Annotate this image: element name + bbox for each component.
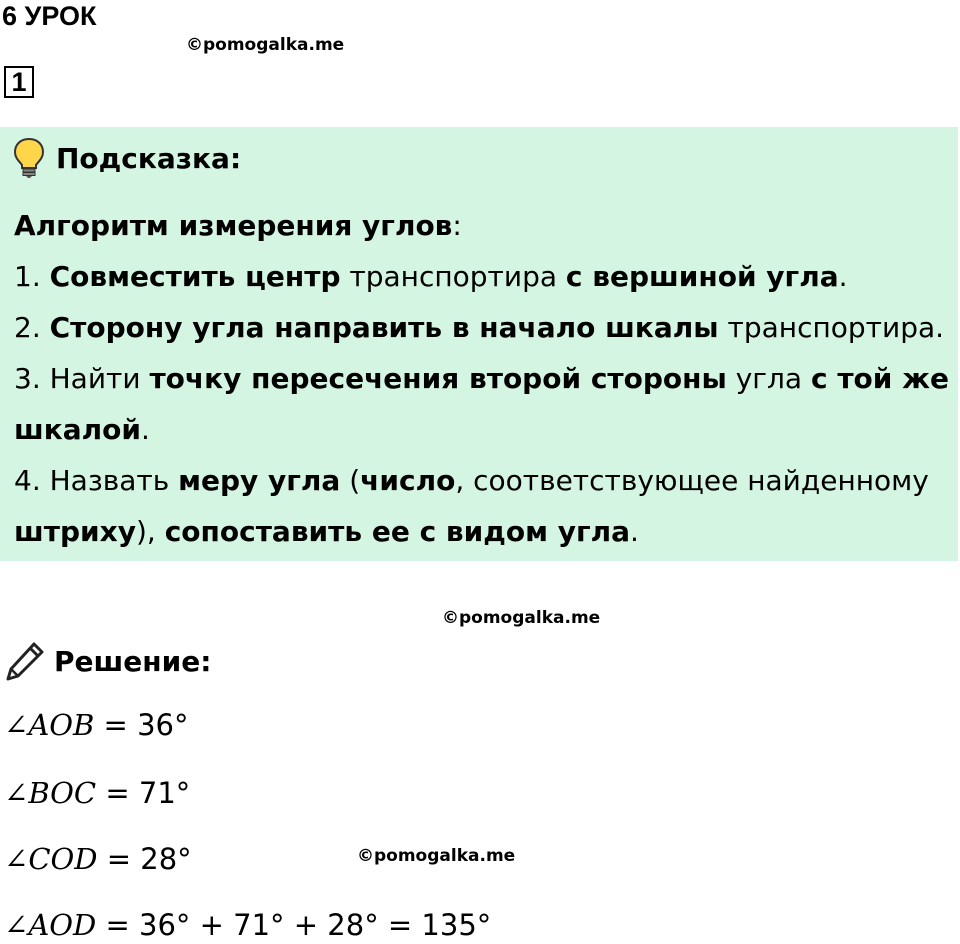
lightbulb-icon	[12, 137, 46, 179]
hint-body	[14, 200, 954, 557]
watermark: ©pomogalka.me	[442, 608, 601, 628]
algorithm-step-1: 1. Совместить центр транспортира с вершиной угла.	[14, 260, 848, 293]
hint-heading	[12, 134, 241, 182]
lesson-title: 6 УРОК	[2, 1, 97, 31]
watermark: ©pomogalka.me	[357, 846, 516, 866]
algorithm-title: Алгоритм измерения углов:	[14, 209, 462, 242]
task-number-box: 1	[4, 66, 34, 98]
solution-heading-label: Решение:	[54, 644, 212, 678]
algorithm-step-3: 3. Найти точку пересечения второй стороны угла с той же шкалой.	[14, 362, 949, 446]
watermark: ©pomogalka.me	[186, 35, 345, 55]
pencil-icon	[4, 640, 46, 682]
equation-boc: ∠BOC = 71°	[4, 776, 191, 810]
equation-aod: ∠AOD = 36° + 71° + 28° = 135°	[4, 908, 492, 942]
solution-heading	[4, 636, 211, 686]
algorithm-step-4: 4. Назвать меру угла (число, соответствующее найденному штриху), сопоставить ее с видом угла.	[14, 464, 929, 548]
algorithm-step-2: 2. Сторону угла направить в начало шкалы транспортира.	[14, 311, 945, 344]
equation-aob: ∠AOB = 36°	[4, 708, 189, 742]
hint-heading-label: Подсказка:	[56, 141, 242, 175]
equation-cod: ∠COD = 28°	[4, 842, 192, 876]
